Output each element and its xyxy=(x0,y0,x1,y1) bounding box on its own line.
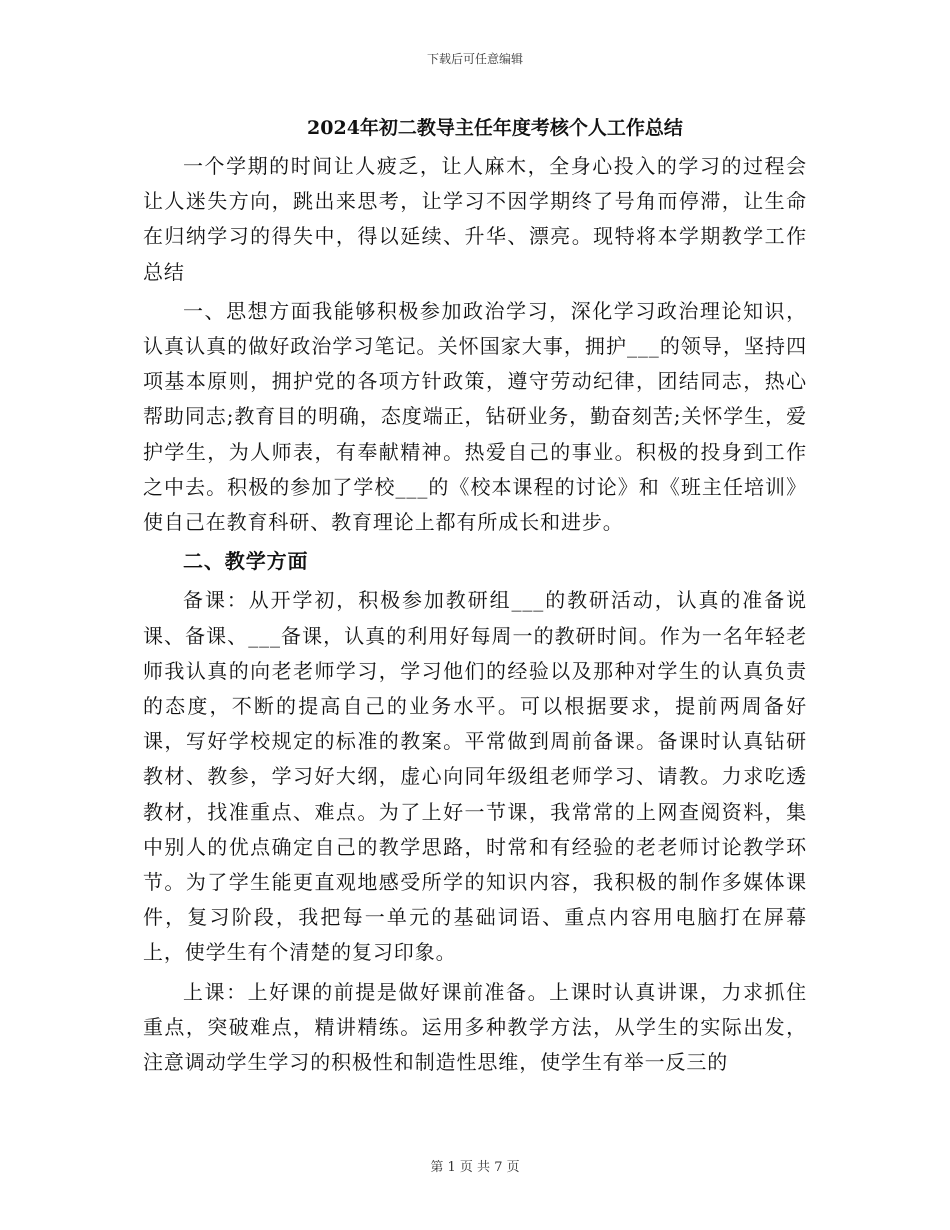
lesson-prep-paragraph: 备课：从开学初，积极参加教研组___的教研活动，认真的准备说课、备课、___备课，认真的利用好每周一的教研时间。作为一名年轻老师我认真的向老老师学习，学习他们的经验以及那种对学生的认真负责的态度，不断的提高自己的业务水平。可以根据要求，提前两周备好课，写好学校规定的标准的教案。平常做到周前备课。备课时认真钻研教材、教参，学习好大纲，虚心向同年级组老师学习、请教。力求吃透教材，找准重点、难点。为了上好一节课，我常常的上网查阅资料，集中别人的优点确定自己的教学思路，时常和有经验的老老师讨论教学环节。为了学生能更直观地感受所学的知识内容，我积极的制作多媒体课件，复习阶段，我把每一单元的基础词语、重点内容用电脑打在屏幕上，使学生有个清楚的复习印象。 xyxy=(143,588,807,965)
page-header-note: 下载后可任意编辑 xyxy=(426,52,523,66)
section-heading-teaching: 二、教学方面 xyxy=(183,549,309,574)
intro-paragraph: 一个学期的时间让人疲乏，让人麻木，全身心投入的学习的过程会让人迷失方向，跳出来思考，让学习不因学期终了号角而停滞，让生命在归纳学习的得失中，得以延续、升华、漂亮。现特将本学期教学工作总结 xyxy=(143,154,807,284)
page-number: 第 1 页 共 7 页 xyxy=(430,1160,520,1175)
thought-paragraph: 一、思想方面我能够积极参加政治学习，深化学习政治理论知识，认真认真的做好政治学习笔记。关怀国家大事，拥护___的领导，坚持四项基本原则，拥护党的各项方针政策，遵守劳动纪律，团结同志，热心帮助同志;教育目的明确，态度端正，钻研业务，勤奋刻苦;关怀学生，爱护学生，为人师表，有奉献精神。热爱自己的事业。积极的投身到工作之中去。积极的参加了学校___的《校本课程的讨论》和《班主任培训》使自己在教育科研、教育理论上都有所成长和进步。 xyxy=(143,298,807,535)
document-body xyxy=(143,110,807,1080)
class-teaching-paragraph: 上课：上好课的前提是做好课前准备。上课时认真讲课，力求抓住重点，突破难点，精讲精练。运用多种教学方法，从学生的实际出发，注意调动学生学习的积极性和制造性思维，使学生有举一反三的 xyxy=(143,979,807,1075)
document-title: 2024年初二教导主任年度考核个人工作总结 xyxy=(307,117,683,139)
